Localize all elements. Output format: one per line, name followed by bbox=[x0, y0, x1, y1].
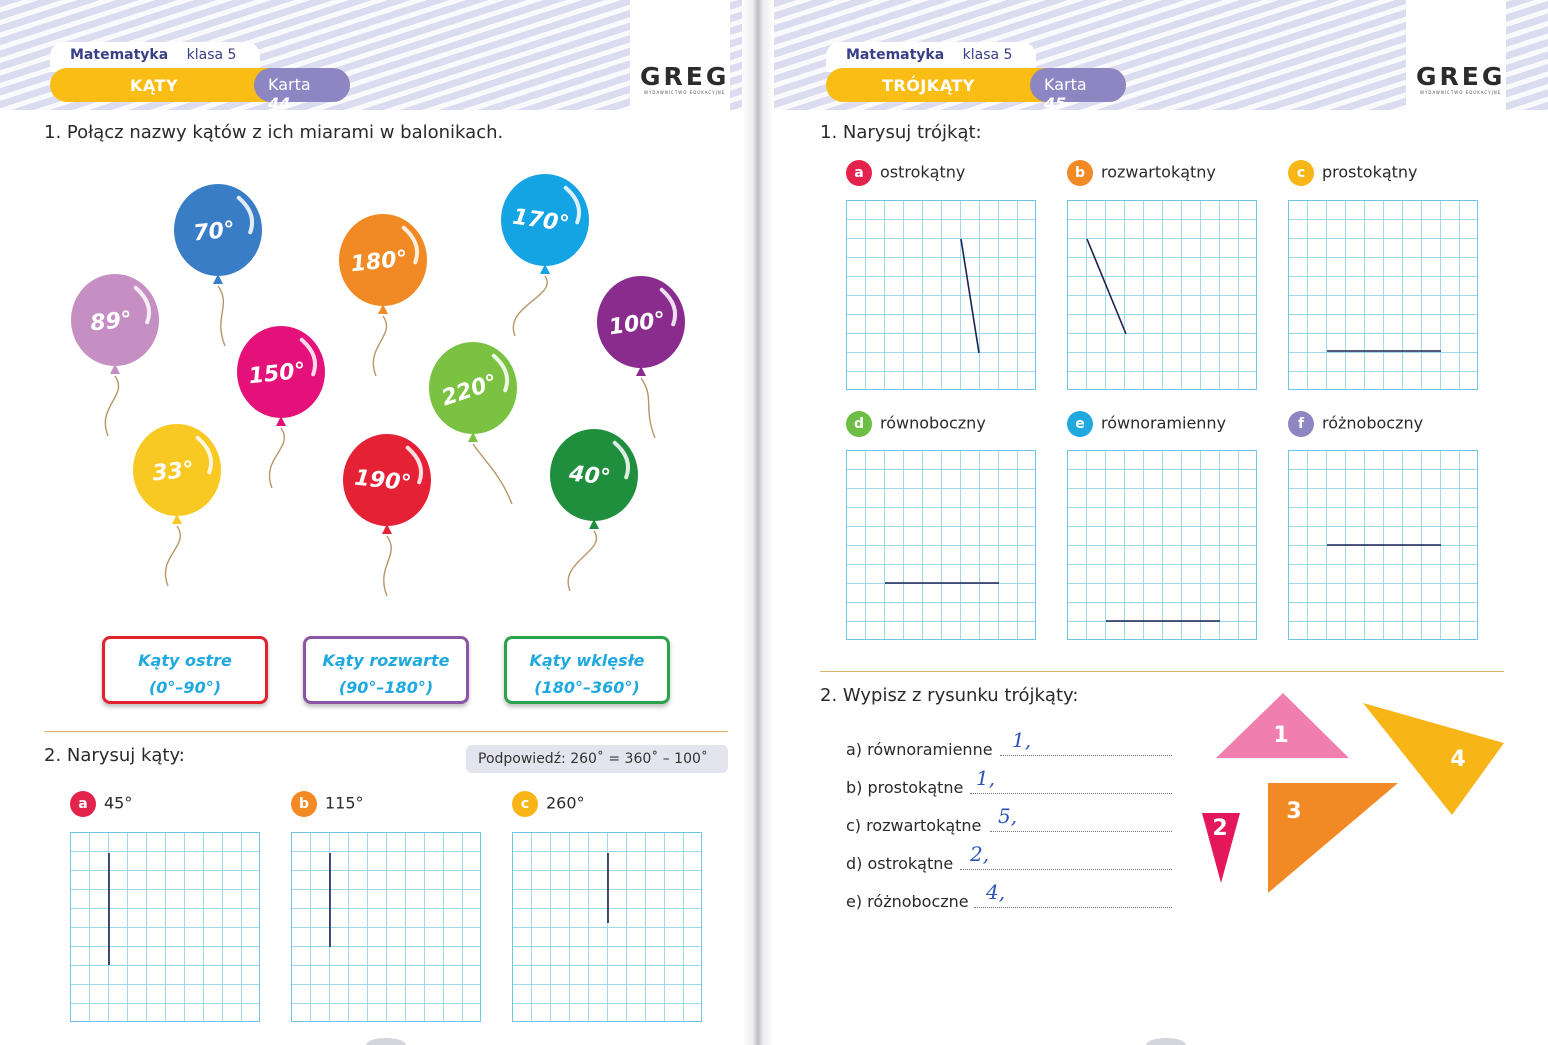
answer-d-label: d) ostrokątne bbox=[846, 854, 954, 873]
option-c bbox=[512, 791, 585, 817]
option-f-right-label: różnoboczny bbox=[1322, 413, 1424, 433]
answer-e-value: 4, bbox=[986, 880, 1006, 904]
option-a-right-label: ostrokątny bbox=[880, 162, 966, 182]
card-label: Karta bbox=[268, 75, 311, 94]
triangle-label: 6 bbox=[1387, 1007, 1403, 1032]
box-acute-name: Kąty ostre bbox=[138, 651, 232, 670]
balloon-label: 89° bbox=[89, 307, 134, 337]
balloon-3 bbox=[501, 174, 589, 336]
balloon-2 bbox=[339, 214, 427, 376]
book-gutter bbox=[742, 0, 774, 1045]
answer-c-value: 5, bbox=[998, 804, 1018, 828]
page-title: KĄTY bbox=[130, 76, 179, 95]
answer-a-label: a) równoramienne bbox=[846, 740, 993, 759]
triangle-grid-b[interactable] bbox=[1067, 200, 1257, 390]
balloon-label: 150° bbox=[247, 358, 307, 390]
balloon-label: 220° bbox=[438, 369, 501, 412]
task1-title: 1. Połącz nazwy kątów z ich miarami w balonikach. bbox=[44, 122, 504, 143]
card-badge bbox=[254, 68, 350, 113]
option-b-right bbox=[1067, 160, 1216, 186]
answer-c-label: c) rozwartokątne bbox=[846, 816, 982, 835]
task1-title-right: 1. Narysuj trójkąt: bbox=[820, 122, 982, 143]
answer-b-label: b) prostokątne bbox=[846, 778, 964, 797]
triangle-grid-e[interactable] bbox=[1067, 450, 1257, 640]
badge-f-right: f bbox=[1288, 411, 1314, 437]
balloon-7 bbox=[429, 342, 517, 504]
badge-b-right: b bbox=[1067, 160, 1093, 186]
balloon-4 bbox=[71, 274, 159, 436]
triangles-illustration bbox=[1000, 680, 1548, 1045]
box-obtuse-name: Kąty rozwarte bbox=[322, 651, 450, 670]
class-label: klasa 5 bbox=[186, 47, 237, 63]
option-b bbox=[291, 791, 364, 817]
task2-title-right: 2. Wypisz z rysunku trójkąty: bbox=[820, 685, 1079, 706]
balloon-label: 180° bbox=[349, 246, 409, 278]
option-e-right-label: równoramienny bbox=[1101, 413, 1227, 433]
answer-d-value: 2, bbox=[970, 842, 990, 866]
triangle-label: 3 bbox=[1286, 799, 1302, 824]
triangle-grid-a[interactable] bbox=[846, 200, 1036, 390]
balloon-label: 33° bbox=[151, 457, 196, 487]
drawing-grid-c[interactable] bbox=[512, 832, 702, 1022]
balloon-10 bbox=[550, 429, 638, 591]
option-b-label: 115° bbox=[325, 793, 364, 813]
card-label-right: Karta bbox=[1044, 75, 1087, 94]
badge-c: c bbox=[512, 791, 538, 817]
option-c-right-label: prostokątny bbox=[1322, 162, 1418, 182]
balloon-label: 70° bbox=[192, 217, 237, 247]
option-d-right-label: równoboczny bbox=[880, 413, 986, 433]
logo-area bbox=[630, 0, 730, 110]
balloon-8 bbox=[133, 424, 221, 586]
badge-b: b bbox=[291, 791, 317, 817]
greg-logo: GREG bbox=[640, 62, 730, 91]
logo-subtitle: WYDAWNICTWO EDUKACYJNE bbox=[644, 90, 726, 95]
balloon-6 bbox=[237, 326, 325, 488]
triangle-label: 1 bbox=[1273, 723, 1289, 748]
answer-e-label: e) różnoboczne bbox=[846, 892, 969, 911]
option-b-right-label: rozwartokątny bbox=[1101, 162, 1216, 182]
option-a bbox=[70, 791, 132, 817]
option-a-label: 45° bbox=[104, 793, 133, 813]
triangle-grid-f[interactable] bbox=[1288, 450, 1478, 640]
badge-a: a bbox=[70, 791, 96, 817]
option-c-right bbox=[1288, 160, 1418, 186]
card-number: 44 bbox=[268, 94, 291, 113]
triangle-label: 4 bbox=[1450, 747, 1466, 772]
box-acute bbox=[102, 636, 268, 704]
balloon-5 bbox=[597, 276, 685, 438]
badge-d-right: d bbox=[846, 411, 872, 437]
balloon-label: 170° bbox=[510, 204, 571, 238]
logo-subtitle-right: WYDAWNICTWO EDUKACYJNE bbox=[1420, 90, 1502, 95]
option-a-right bbox=[846, 160, 965, 186]
balloons-illustration bbox=[0, 160, 742, 620]
page-bottom-tab bbox=[366, 1038, 406, 1045]
box-reflex-range: (180°–360°) bbox=[534, 678, 640, 697]
drawing-grid-b[interactable] bbox=[291, 832, 481, 1022]
balloon-label: 40° bbox=[567, 461, 612, 491]
option-c-label: 260° bbox=[546, 793, 585, 813]
hint-box: Podpowiedź: 260˚ = 360˚ – 100˚ bbox=[466, 745, 728, 773]
answer-b-value: 1, bbox=[976, 766, 996, 790]
triangle-grid-d[interactable] bbox=[846, 450, 1036, 640]
badge-e-right: e bbox=[1067, 411, 1093, 437]
answer-a-value: 1, bbox=[1012, 728, 1032, 752]
option-d-right bbox=[846, 411, 986, 437]
class-label-right: klasa 5 bbox=[962, 47, 1013, 63]
triangle-label: 2 bbox=[1212, 816, 1228, 841]
subject-label-right: Matematyka bbox=[846, 47, 945, 63]
badge-c-right: c bbox=[1288, 160, 1314, 186]
badge-a-right: a bbox=[846, 160, 872, 186]
card-badge-right bbox=[1030, 68, 1126, 113]
section-divider-right bbox=[820, 671, 1504, 672]
box-obtuse bbox=[303, 636, 469, 704]
subject-label: Matematyka bbox=[70, 47, 169, 63]
left-page bbox=[0, 0, 742, 1045]
balloon-9 bbox=[343, 434, 431, 596]
box-reflex-name: Kąty wklęsłe bbox=[529, 651, 645, 670]
section-divider bbox=[44, 731, 728, 732]
task2-title: 2. Narysuj kąty: bbox=[44, 745, 185, 766]
box-acute-range: (0°–90°) bbox=[148, 678, 222, 697]
triangle-label: 5 bbox=[1201, 954, 1217, 979]
balloon-label: 190° bbox=[353, 465, 413, 497]
option-f-right bbox=[1288, 411, 1423, 437]
triangle-label: 7 bbox=[1339, 911, 1355, 936]
triangle-grid-c[interactable] bbox=[1288, 200, 1478, 390]
option-e-right bbox=[1067, 411, 1226, 437]
box-reflex bbox=[504, 636, 670, 704]
balloon-1 bbox=[174, 184, 262, 346]
logo-area-right bbox=[1406, 0, 1506, 110]
box-obtuse-range: (90°–180°) bbox=[338, 678, 434, 697]
triangle-4 bbox=[1363, 703, 1504, 815]
card-number-right: 45 bbox=[1044, 94, 1067, 113]
drawing-grid-a[interactable] bbox=[70, 832, 260, 1022]
greg-logo-right: GREG bbox=[1416, 62, 1506, 91]
balloon-label: 100° bbox=[607, 307, 668, 341]
page-title-right: TRÓJKĄTY bbox=[882, 76, 975, 95]
